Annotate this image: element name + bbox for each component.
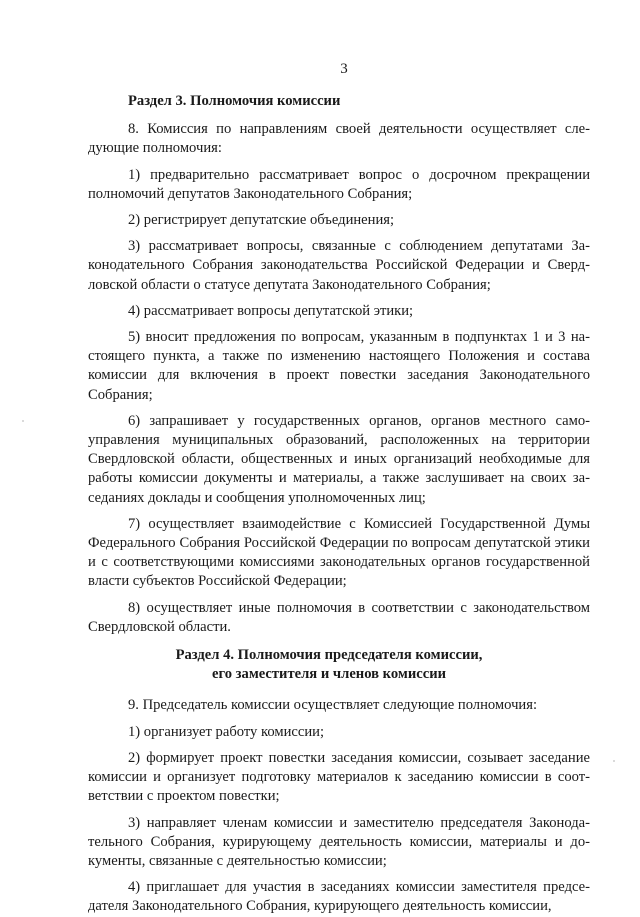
paragraph-9: 9. Председатель комиссии осуществляет следующие полномочия: xyxy=(128,697,537,714)
section-4-heading-line-2: его заместителя и членов комиссии xyxy=(211,666,447,683)
page-number: 3 xyxy=(340,61,348,77)
paragraph-8-item-3: 3) рассматривает вопросы, связанные с соблюдением депутатами Законодательного Собрания законодательства Российской Федерации и Свердловской области о статусе депутата Законодательного Собрания; xyxy=(88,238,590,293)
paragraph-8: 8. Комиссия по направлениям своей деятельности осуществляет следующие полномочия: xyxy=(88,121,590,157)
scan-speck xyxy=(613,760,615,762)
paragraph-9-item-3: 3) направляет членам комиссии и заместителю председателя Законодательного Собрания, курирующему деятельность комиссии, материалы и документы, связанные с деятельностью комиссии; xyxy=(88,814,590,869)
scan-speck xyxy=(22,420,24,422)
paragraph-9-item-1: 1) организует работу комиссии; xyxy=(128,723,325,740)
paragraph-9-item-4: 4) приглашает для участия в заседаниях комиссии заместителя председателя Законодательного Собрания, курирующего деятельность комиссии, xyxy=(88,879,590,915)
section-3-heading: Раздел 3. Полномочия комиссии xyxy=(128,93,341,109)
paragraph-8-item-4: 4) рассматривает вопросы депутатской этики; xyxy=(128,302,414,319)
paragraph-8-item-7: 7) осуществляет взаимодействие с Комиссией Государственной Думы Федерального Собрания Российской Федерации по вопросам депутатской этики и с соответствующими комиссиями законодательных органов государственной власти субъектов Российской Федерации; xyxy=(88,515,590,590)
section-4-heading xyxy=(88,646,590,684)
paragraph-8-item-2: 2) регистрирует депутатские объединения; xyxy=(128,212,395,229)
paragraph-8-item-5: 5) вносит предложения по вопросам, указанным в подпунктах 1 и 3 настоящего пункта, а также по изменению настоящего Положения и состава комиссии для включения в проект повестки заседания Законодательного Собрания; xyxy=(88,329,590,403)
section-4-heading-line-1: Раздел 4. Полномочия председателя комиссии, xyxy=(175,647,483,664)
paragraph-8-item-1: 1) предварительно рассматривает вопрос о досрочном прекращении полномочий депутатов Законодательного Собрания; xyxy=(88,166,590,202)
paragraph-9-item-2: 2) формирует проект повестки заседания комиссии, созывает заседание комиссии и организует подготовку материалов к заседанию комиссии в соответствии с проектом повестки; xyxy=(88,749,590,805)
paragraph-8-item-6: 6) запрашивает у государственных органов, органов местного самоуправления муниципальных образований, расположенных на территории Свердловской области, общественных и иных организаций необходимые для работы комиссии документы и материалы, а также заслушивает на своих заседаниях доклады и сообщения уполномоченных лиц; xyxy=(88,412,590,506)
paragraph-8-item-8: 8) осуществляет иные полномочия в соответствии с законодательством Свердловской области. xyxy=(88,599,590,635)
document-body xyxy=(88,92,590,917)
